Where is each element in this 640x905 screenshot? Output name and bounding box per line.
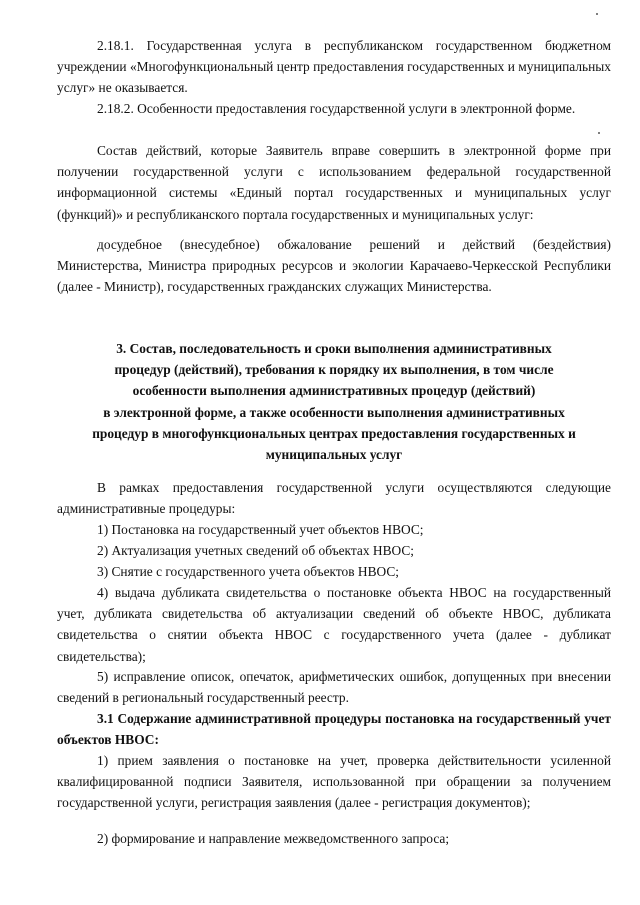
paragraph-2-18-1: 2.18.1. Государственная услуга в республиканском государственном бюджетном учреждении «Многофункциональный центр предоставления государственных и муниципальных услуг» не оказывается. bbox=[57, 38, 611, 96]
section-3-1-title: 3.1 Содержание административной процедуры постановка на государственный учет объектов НВОС: bbox=[57, 711, 611, 748]
heading-line: 3. Состав, последовательность и сроки выполнения административных bbox=[116, 341, 552, 356]
paragraph-procedures-intro: В рамках предоставления государственной услуги осуществляются следующие административные процедуры: bbox=[57, 480, 611, 517]
heading-line: в электронной форме, а также особенности выполнения административных bbox=[103, 404, 565, 420]
section-3-heading bbox=[57, 338, 611, 465]
heading-line: процедур (действий), требования к порядку их выполнения, в том числе bbox=[114, 362, 554, 378]
list-item-2: 2) Актуализация учетных сведений об объектах НВОС; bbox=[97, 543, 414, 558]
heading-line: процедур в многофункциональных центрах предоставления государственных и bbox=[92, 425, 576, 441]
paragraph-appeal: досудебное (внесудебное) обжалование решений и действий (бездействия) Министерства, Министра природных ресурсов и экологии Карачаево-Черкесской Республики (далее - Министр), государственных гражданских служащих Министерства. bbox=[57, 237, 611, 295]
heading-line: муниципальных услуг bbox=[265, 447, 403, 463]
heading-line: особенности выполнения административных процедур (действий) bbox=[132, 383, 536, 399]
scan-speck bbox=[596, 13, 598, 15]
scan-speck bbox=[598, 132, 600, 134]
paragraph-step-1: 1) прием заявления о постановке на учет, проверка действительности усиленной квалифицированной подписи Заявителя, использованной при обращении за получением государственной услуги, регистрация заявления (далее - регистрация документов); bbox=[57, 753, 611, 811]
list-item-5: 5) исправление описок, опечаток, арифметических ошибок, допущенных при внесении сведений в региональный государственный реестр. bbox=[57, 669, 611, 706]
list-item-4: 4) выдача дубликата свидетельства о постановке объекта НВОС на государственный учет, дубликата свидетельства об актуализации сведений об объекте НВОС, дубликата свидетельства о снятии объекта НВОС с государственного учета (далее - дубликат свидетельства); bbox=[57, 585, 611, 664]
list-item-1: 1) Постановка на государственный учет объектов НВОС; bbox=[97, 522, 424, 537]
list-item-3: 3) Снятие с государственного учета объектов НВОС; bbox=[97, 564, 400, 579]
paragraph-electronic-actions: Состав действий, которые Заявитель вправе совершить в электронной форме при получении государственной услуги с использованием федеральной государственной информационной системы «Единый портал государственных и муниципальных услуг (функций)» и республиканского портала государственных и муниципальных услуг: bbox=[57, 143, 611, 222]
paragraph-2-18-2: 2.18.2. Особенности предоставления государственной услуги в электронной форме. bbox=[97, 101, 576, 116]
paragraph-step-2: 2) формирование и направление межведомственного запроса; bbox=[97, 831, 450, 846]
